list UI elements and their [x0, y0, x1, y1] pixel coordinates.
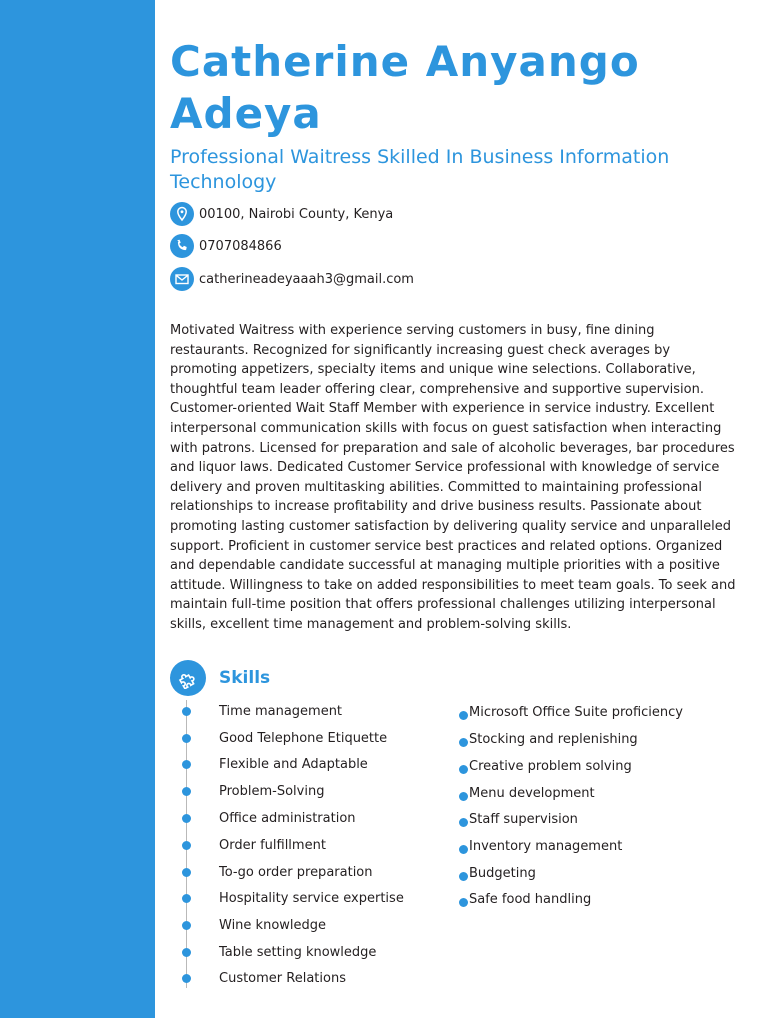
- bullet-dot-icon: [182, 707, 191, 716]
- bullet-dot-icon: [459, 898, 468, 907]
- professional-title: Professional Waitress Skilled In Business Information Technology: [170, 146, 670, 193]
- skill-label: Table setting knowledge: [219, 944, 377, 960]
- skill-label: Stocking and replenishing: [469, 731, 638, 747]
- skill-item: [459, 809, 578, 829]
- skill-label: Creative problem solving: [469, 758, 632, 774]
- bullet-dot-icon: [182, 868, 191, 877]
- bullet-dot-icon: [459, 872, 468, 881]
- skill-label: Wine knowledge: [219, 917, 327, 933]
- location-pin-icon: [170, 202, 194, 226]
- bullet-dot-icon: [459, 792, 468, 801]
- skills-title: Skills: [219, 668, 271, 688]
- email-text[interactable]: catherineadeyaaah3@gmail.com: [199, 271, 414, 287]
- bullet-dot-icon: [459, 845, 468, 854]
- skills-heading: [170, 660, 270, 696]
- skill-label: Customer Relations: [219, 970, 346, 986]
- contact-email: [170, 267, 414, 291]
- skill-label: Flexible and Adaptable: [219, 756, 368, 772]
- skill-label: Hospitality service expertise: [219, 890, 404, 906]
- bullet-dot-icon: [182, 787, 191, 796]
- skill-item: [459, 836, 622, 856]
- sidebar-accent-bar: [0, 0, 155, 1018]
- skill-item: [459, 783, 595, 803]
- skill-item: [182, 808, 356, 828]
- skill-item: [459, 702, 683, 722]
- skill-item: [182, 754, 368, 774]
- skill-item: [182, 835, 326, 855]
- skill-label: Good Telephone Etiquette: [219, 730, 388, 746]
- professional-summary: Motivated Waitress with experience serving customers in busy, fine dining restaurants. Recognized for significantly increasing guest check averages by promoting appetizers, specialty items and unique wine selections. Collaborative, thoughtful team leader offering clear, comprehensive and supportive supervision. Customer-oriented Wait Staff Member with experience in service industry. Excellent interpersonal communication skills with focus on guest satisfaction when interacting with patrons. Licensed for preparation and sale of alcoholic beverages, bar procedures and liquor laws. Dedicated Customer Service professional with knowledge of service delivery and proven multitasking abilities. Committed to maintaining professional relationships to increase profitability and drive business results. Passionate about promoting lasting customer satisfaction by delivering quality service and unparalleled support. Proficient in customer service best practices and related options. Organized and dependable candidate successful at managing multiple priorities with a positive attitude. Willingness to take on added responsibilities to meet team goals. To seek and maintain full-time position that offers professional challenges utilizing interpersonal skills, excellent time management and problem-solving skills.: [170, 323, 736, 632]
- bullet-dot-icon: [182, 921, 191, 930]
- skill-label: Menu development: [469, 785, 595, 801]
- skill-label: Budgeting: [469, 865, 536, 881]
- skill-item: [182, 728, 387, 748]
- skill-item: [459, 889, 591, 909]
- skill-label: Inventory management: [469, 838, 623, 854]
- skill-item: [182, 701, 342, 721]
- bullet-dot-icon: [459, 818, 468, 827]
- phone-icon: [170, 234, 194, 258]
- skill-label: Staff supervision: [469, 811, 578, 827]
- bullet-dot-icon: [459, 738, 468, 747]
- skill-item: [182, 781, 324, 801]
- bullet-dot-icon: [182, 948, 191, 957]
- skill-item: [459, 756, 632, 776]
- bullet-dot-icon: [182, 974, 191, 983]
- bullet-dot-icon: [182, 734, 191, 743]
- contact-phone: [170, 234, 282, 258]
- skill-label: To-go order preparation: [219, 864, 373, 880]
- address-text: 00100, Nairobi County, Kenya: [199, 206, 394, 222]
- skill-label: Safe food handling: [469, 891, 592, 907]
- skill-label: Problem-Solving: [219, 783, 325, 799]
- skill-item: [459, 863, 536, 883]
- skill-label: Order fulfillment: [219, 837, 326, 853]
- bullet-dot-icon: [182, 841, 191, 850]
- bullet-dot-icon: [459, 711, 468, 720]
- skill-label: Microsoft Office Suite proficiency: [469, 704, 683, 720]
- contact-address: [170, 202, 393, 226]
- bullet-dot-icon: [182, 814, 191, 823]
- envelope-icon: [170, 267, 194, 291]
- bullet-dot-icon: [182, 894, 191, 903]
- skill-label: Time management: [219, 703, 343, 719]
- puzzle-piece-icon: [170, 660, 206, 696]
- bullet-dot-icon: [459, 765, 468, 774]
- skill-item: [182, 968, 346, 988]
- phone-text: 0707084866: [199, 238, 282, 254]
- skill-item: [182, 942, 376, 962]
- skill-item: [182, 915, 326, 935]
- bullet-dot-icon: [182, 760, 191, 769]
- skill-item: [182, 862, 373, 882]
- candidate-name: Catherine Anyango Adeya: [170, 37, 640, 138]
- skill-item: [459, 729, 638, 749]
- skill-label: Office administration: [219, 810, 356, 826]
- skill-item: [182, 888, 404, 908]
